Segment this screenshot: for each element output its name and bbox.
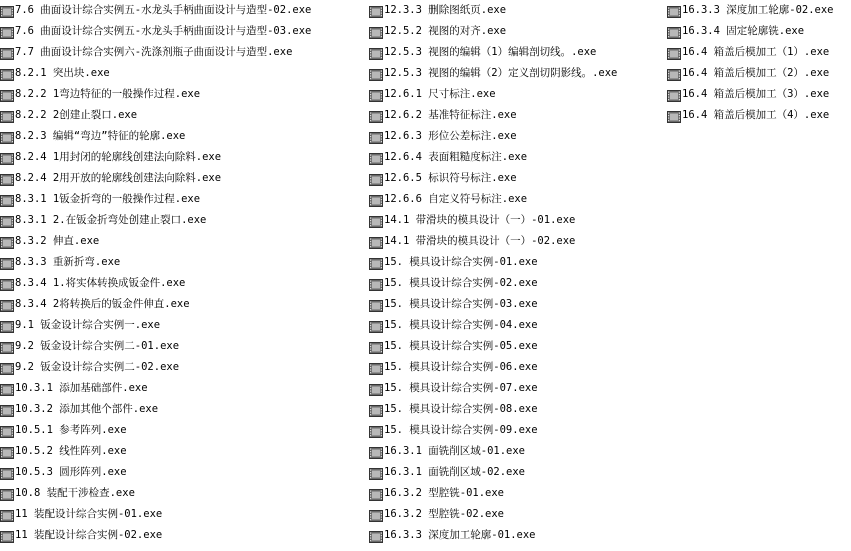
video-file-icon	[0, 299, 14, 311]
file-item[interactable]	[369, 420, 669, 441]
video-file-icon	[369, 236, 383, 248]
file-item[interactable]	[369, 504, 669, 525]
file-name-label: 7.6 曲面设计综合实例五-水龙头手柄曲面设计与造型-03.exe	[15, 25, 312, 37]
file-item[interactable]	[369, 525, 669, 546]
file-name-label: 8.3.4 1.将实体转换成钣金件.exe	[15, 277, 186, 289]
file-name-label: 16.4 箱盖后模加工（4）.exe	[682, 109, 830, 121]
file-name-label: 10.5.1 参考阵列.exe	[15, 424, 127, 436]
file-name-label: 12.5.2 视图的对齐.exe	[384, 25, 507, 37]
file-item[interactable]	[369, 0, 669, 21]
file-name-label: 16.4 箱盖后模加工（3）.exe	[682, 88, 830, 100]
video-file-icon	[0, 89, 14, 101]
video-file-icon	[369, 320, 383, 332]
file-name-label: 15. 模具设计综合实例-07.exe	[384, 382, 538, 394]
file-item[interactable]	[369, 42, 669, 63]
file-item[interactable]	[369, 273, 669, 294]
video-file-icon	[369, 383, 383, 395]
video-file-icon	[0, 488, 14, 500]
file-item[interactable]	[0, 504, 370, 525]
video-file-icon	[667, 89, 681, 101]
file-name-label: 9.2 钣金设计综合实例二-01.exe	[15, 340, 180, 352]
file-name-label: 8.2.2 2创建止裂口.exe	[15, 109, 138, 121]
file-item[interactable]	[0, 105, 370, 126]
video-file-icon	[0, 341, 14, 353]
file-item[interactable]	[0, 231, 370, 252]
file-item[interactable]	[369, 168, 669, 189]
file-item[interactable]	[0, 252, 370, 273]
file-column-1	[0, 0, 370, 546]
file-name-label: 8.2.3 编辑“弯边”特征的轮廓.exe	[15, 130, 186, 142]
file-item[interactable]	[369, 84, 669, 105]
file-name-label: 16.3.1 面铣削区域-01.exe	[384, 445, 526, 457]
video-file-icon	[369, 362, 383, 374]
file-item[interactable]	[0, 63, 370, 84]
file-item[interactable]	[667, 84, 851, 105]
file-name-label: 16.3.2 型腔铣-02.exe	[384, 508, 505, 520]
file-item[interactable]	[369, 462, 669, 483]
file-item[interactable]	[0, 525, 370, 546]
video-file-icon	[0, 362, 14, 374]
file-item[interactable]	[0, 189, 370, 210]
file-item[interactable]	[369, 147, 669, 168]
file-name-label: 11 装配设计综合实例-02.exe	[15, 529, 163, 541]
file-name-label: 8.3.2 伸直.exe	[15, 235, 100, 247]
video-file-icon	[0, 446, 14, 458]
file-item[interactable]	[0, 168, 370, 189]
file-item[interactable]	[0, 294, 370, 315]
file-name-label: 16.3.3 深度加工轮廓-02.exe	[682, 4, 834, 16]
video-file-icon	[369, 341, 383, 353]
file-item[interactable]	[0, 273, 370, 294]
file-name-label: 10.3.1 添加基础部件.exe	[15, 382, 148, 394]
file-name-label: 15. 模具设计综合实例-09.exe	[384, 424, 538, 436]
file-name-label: 12.6.6 自定义符号标注.exe	[384, 193, 528, 205]
file-name-label: 16.4 箱盖后模加工（2）.exe	[682, 67, 830, 79]
file-item[interactable]	[0, 420, 370, 441]
video-file-icon	[0, 257, 14, 269]
file-name-label: 15. 模具设计综合实例-01.exe	[384, 256, 538, 268]
file-name-label: 12.3.3 删除图纸页.exe	[384, 4, 507, 16]
file-name-label: 15. 模具设计综合实例-05.exe	[384, 340, 538, 352]
file-name-label: 12.6.1 尺寸标注.exe	[384, 88, 496, 100]
file-name-label: 14.1 带滑块的模具设计（一）-02.exe	[384, 235, 576, 247]
file-item[interactable]	[0, 441, 370, 462]
video-file-icon	[369, 404, 383, 416]
file-item[interactable]	[369, 441, 669, 462]
file-name-label: 7.6 曲面设计综合实例五-水龙头手柄曲面设计与造型-02.exe	[15, 4, 312, 16]
file-item[interactable]	[0, 462, 370, 483]
file-column-2	[369, 0, 669, 546]
file-item[interactable]	[0, 84, 370, 105]
file-item[interactable]	[0, 378, 370, 399]
video-file-icon	[369, 257, 383, 269]
file-name-label: 12.5.3 视图的编辑（1）编辑剖切线。.exe	[384, 46, 597, 58]
file-name-label: 8.2.2 1弯边特征的一般操作过程.exe	[15, 88, 201, 100]
video-file-icon	[369, 89, 383, 101]
file-name-label: 15. 模具设计综合实例-03.exe	[384, 298, 538, 310]
file-name-label: 8.3.4 2将转换后的钣金件伸直.exe	[15, 298, 190, 310]
video-file-icon	[0, 404, 14, 416]
video-file-icon	[0, 131, 14, 143]
video-file-icon	[0, 530, 14, 542]
video-file-icon	[369, 278, 383, 290]
file-name-label: 12.6.5 标识符号标注.exe	[384, 172, 517, 184]
file-name-label: 12.6.2 基准特征标注.exe	[384, 109, 517, 121]
file-name-label: 16.3.1 面铣削区域-02.exe	[384, 466, 526, 478]
file-item[interactable]	[0, 126, 370, 147]
file-item[interactable]	[369, 294, 669, 315]
file-name-label: 8.3.3 重新折弯.exe	[15, 256, 121, 268]
video-file-icon	[369, 152, 383, 164]
video-file-icon	[0, 320, 14, 332]
video-file-icon	[0, 194, 14, 206]
file-item[interactable]	[369, 210, 669, 231]
video-file-icon	[667, 68, 681, 80]
video-file-icon	[0, 5, 14, 17]
video-file-icon	[369, 173, 383, 185]
video-file-icon	[0, 278, 14, 290]
file-column-3	[667, 0, 851, 126]
video-file-icon	[0, 467, 14, 479]
video-file-icon	[0, 26, 14, 38]
file-name-label: 8.3.1 1钣金折弯的一般操作过程.exe	[15, 193, 201, 205]
file-item[interactable]	[667, 42, 851, 63]
file-item[interactable]	[0, 147, 370, 168]
file-name-label: 16.4 箱盖后模加工（1）.exe	[682, 46, 830, 58]
file-name-label: 8.3.1 2.在钣金折弯处创建止裂口.exe	[15, 214, 207, 226]
video-file-icon	[0, 509, 14, 521]
file-item[interactable]	[0, 357, 370, 378]
video-file-icon	[0, 383, 14, 395]
file-name-label: 12.5.3 视图的编辑（2）定义剖切阴影线。.exe	[384, 67, 618, 79]
file-name-label: 9.2 钣金设计综合实例二-02.exe	[15, 361, 180, 373]
file-item[interactable]	[0, 0, 370, 21]
video-file-icon	[667, 26, 681, 38]
file-name-label: 10.3.2 添加其他个部件.exe	[15, 403, 159, 415]
file-item[interactable]	[369, 315, 669, 336]
file-item[interactable]	[369, 21, 669, 42]
file-name-label: 9.1 钣金设计综合实例一.exe	[15, 319, 161, 331]
file-name-label: 7.7 曲面设计综合实例六-洗涤剂瓶子曲面设计与造型.exe	[15, 46, 293, 58]
video-file-icon	[0, 152, 14, 164]
video-file-icon	[369, 299, 383, 311]
file-item[interactable]	[0, 399, 370, 420]
video-file-icon	[667, 5, 681, 17]
video-file-icon	[0, 47, 14, 59]
file-name-label: 8.2.1 突出块.exe	[15, 67, 110, 79]
file-item[interactable]	[369, 252, 669, 273]
file-name-label: 8.2.4 1用封闭的轮廓线创建法向除料.exe	[15, 151, 222, 163]
video-file-icon	[0, 215, 14, 227]
file-name-label: 15. 模具设计综合实例-06.exe	[384, 361, 538, 373]
file-name-label: 10.8 装配干涉检查.exe	[15, 487, 135, 499]
file-name-label: 8.2.4 2用开放的轮廓线创建法向除料.exe	[15, 172, 222, 184]
file-item[interactable]	[0, 483, 370, 504]
file-name-label: 12.6.3 形位公差标注.exe	[384, 130, 517, 142]
file-item[interactable]	[667, 21, 851, 42]
file-item[interactable]	[369, 105, 669, 126]
file-name-label: 16.3.2 型腔铣-01.exe	[384, 487, 505, 499]
video-file-icon	[369, 194, 383, 206]
video-file-icon	[0, 110, 14, 122]
video-file-icon	[369, 509, 383, 521]
video-file-icon	[369, 530, 383, 542]
video-file-icon	[369, 68, 383, 80]
file-item[interactable]	[0, 315, 370, 336]
video-file-icon	[0, 425, 14, 437]
video-file-icon	[369, 425, 383, 437]
file-name-label: 10.5.3 圆形阵列.exe	[15, 466, 127, 478]
file-name-label: 14.1 带滑块的模具设计（一）-01.exe	[384, 214, 576, 226]
file-item[interactable]	[0, 42, 370, 63]
video-file-icon	[369, 467, 383, 479]
file-item[interactable]	[0, 336, 370, 357]
file-item[interactable]	[667, 105, 851, 126]
file-item[interactable]	[0, 210, 370, 231]
file-item[interactable]	[369, 399, 669, 420]
file-item[interactable]	[369, 378, 669, 399]
file-name-label: 15. 模具设计综合实例-04.exe	[384, 319, 538, 331]
video-file-icon	[369, 26, 383, 38]
video-file-icon	[0, 236, 14, 248]
file-item[interactable]	[667, 0, 851, 21]
file-name-label: 11 装配设计综合实例-01.exe	[15, 508, 163, 520]
file-item[interactable]	[369, 336, 669, 357]
video-file-icon	[667, 110, 681, 122]
video-file-icon	[369, 110, 383, 122]
video-file-icon	[369, 488, 383, 500]
video-file-icon	[369, 47, 383, 59]
file-item[interactable]	[667, 63, 851, 84]
file-name-label: 16.3.3 深度加工轮廓-01.exe	[384, 529, 536, 541]
file-item[interactable]	[369, 483, 669, 504]
video-file-icon	[369, 131, 383, 143]
video-file-icon	[369, 5, 383, 17]
file-name-label: 10.5.2 线性阵列.exe	[15, 445, 127, 457]
file-item[interactable]	[369, 63, 669, 84]
file-name-label: 15. 模具设计综合实例-08.exe	[384, 403, 538, 415]
file-name-label: 15. 模具设计综合实例-02.exe	[384, 277, 538, 289]
video-file-icon	[667, 47, 681, 59]
file-item[interactable]	[0, 21, 370, 42]
file-item[interactable]	[369, 357, 669, 378]
video-file-icon	[369, 215, 383, 227]
file-item[interactable]	[369, 126, 669, 147]
video-file-icon	[0, 68, 14, 80]
file-name-label: 12.6.4 表面粗糙度标注.exe	[384, 151, 528, 163]
file-item[interactable]	[369, 231, 669, 252]
video-file-icon	[369, 446, 383, 458]
file-name-label: 16.3.4 固定轮廓铣.exe	[682, 25, 805, 37]
video-file-icon	[0, 173, 14, 185]
file-item[interactable]	[369, 189, 669, 210]
